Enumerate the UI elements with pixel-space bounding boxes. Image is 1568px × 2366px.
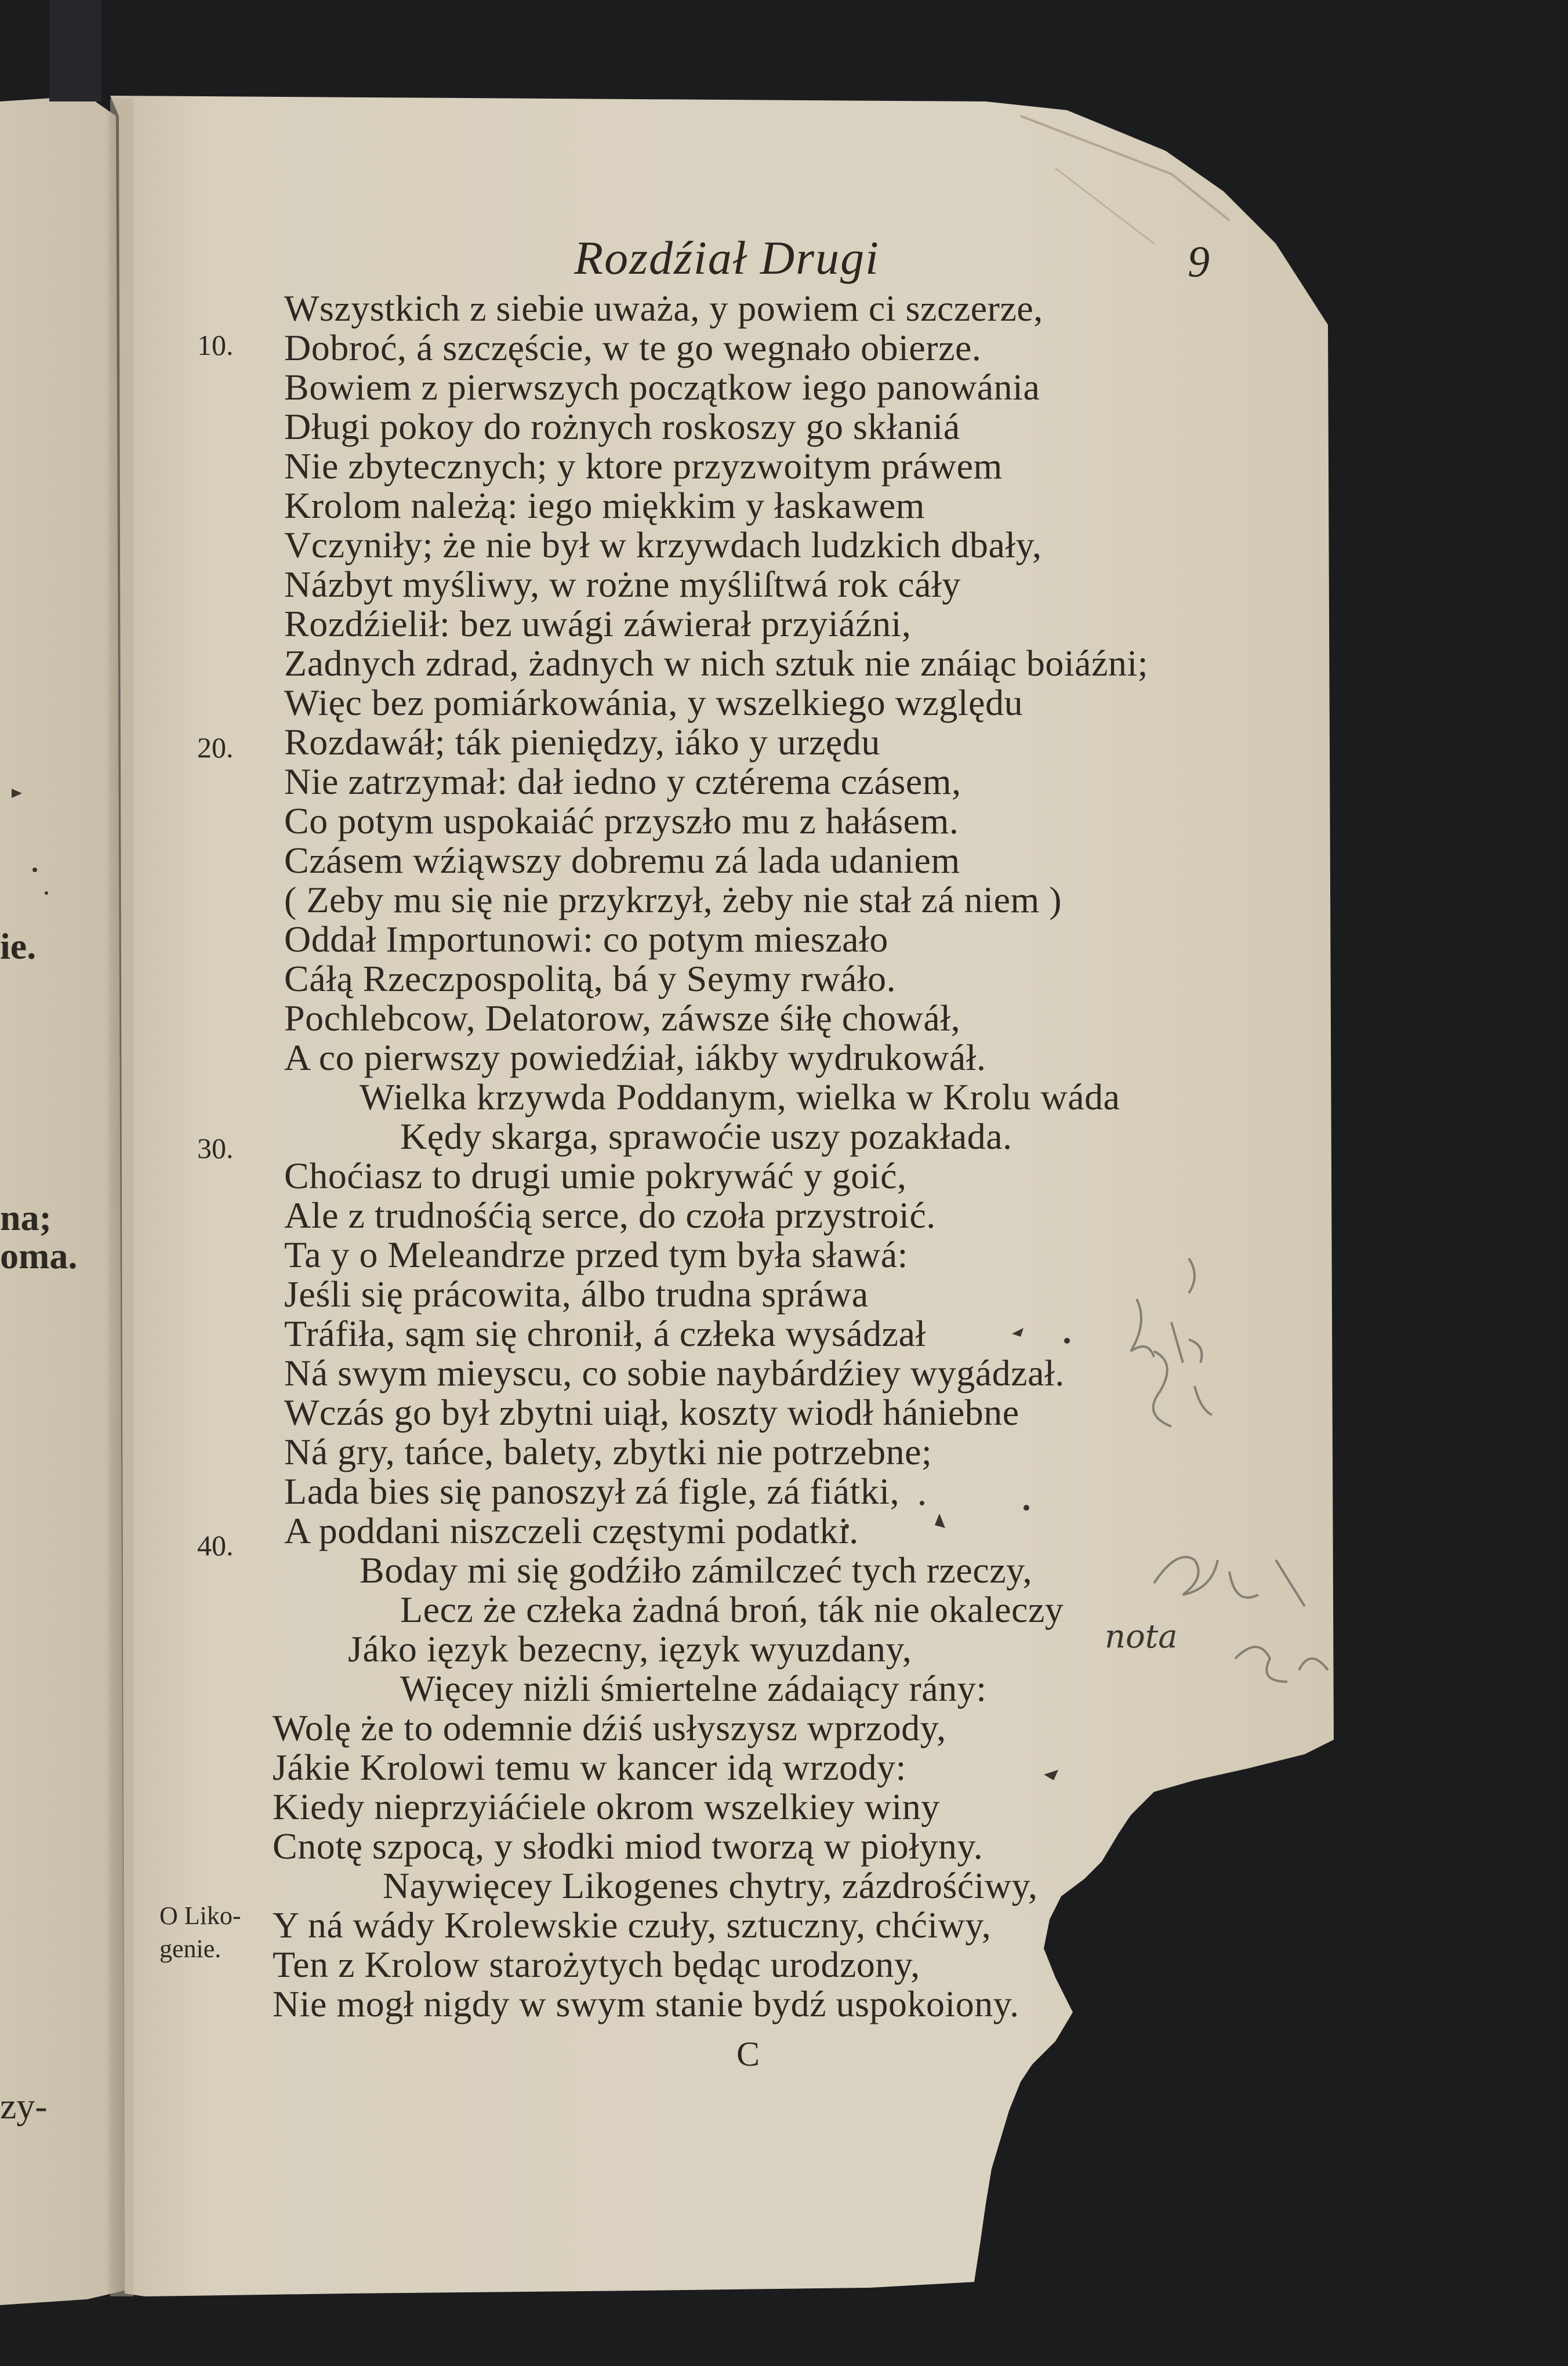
- line-number-20: 20.: [197, 731, 234, 764]
- verse-line: Długi pokoy do rożnych roskoszy go skłaniá: [284, 406, 960, 447]
- verse-line: Nie mogł nigdy w swym stanie bydź uspokoiony.: [273, 1983, 1019, 2024]
- verse-line: Ta y o Meleandrze przed tym była sławá:: [284, 1234, 908, 1275]
- verse-line: Co potym uspokaiáć przyszło mu z hałásem.: [284, 800, 959, 841]
- handwritten-note: nota: [1105, 1618, 1178, 1656]
- verse-line: Naywięcey Likogenes chytry, zázdrośćiwy,: [383, 1865, 1038, 1906]
- verse-line: Nie zatrzymał: dał iedno y cztérema czásem,: [284, 761, 961, 802]
- verse-line: ( Zeby mu się nie przykrzył, żeby nie stał zá niem ): [284, 879, 1062, 920]
- verse-line: Jeśli się prácowita, álbo trudna spráwa: [284, 1273, 869, 1315]
- verse-line: Rozdawáł; ták pieniędzy, iáko y urzędu: [284, 721, 880, 763]
- left-page-fragment: ie.: [0, 926, 37, 967]
- verse-line: Boday mi się godźiło zámilczeć tych rzeczy,: [360, 1549, 1032, 1591]
- line-number-40: 40.: [197, 1529, 234, 1562]
- left-page-fragment: na;: [0, 1197, 52, 1238]
- verse-line: Wszystkich z siebie uważa, y powiem ci szczerze,: [284, 288, 1043, 329]
- verse-line: Oddał Importunowi: co potym mieszało: [284, 919, 888, 960]
- verse-line: Rozdźielił: bez uwági záwierał przyiáźni,: [284, 603, 912, 644]
- verse-line: Kędy skarga, sprawoćie uszy pozakłada.: [400, 1116, 1012, 1157]
- verse-line: Czásem wźiąwszy dobremu zá lada udaniem: [284, 840, 960, 881]
- verse-line: Ná gry, tańce, balety, zbytki nie potrzebne;: [284, 1431, 932, 1472]
- verse-line: Lada bies się panoszył zá figle, zá fiátki,: [284, 1471, 900, 1512]
- verse-line: Vczyniły; że nie był w krzywdach ludzkich dbały,: [284, 524, 1042, 565]
- verse-line: Zadnych zdrad, żadnych w nich sztuk nie znáiąc boiáźni;: [284, 643, 1148, 684]
- side-note-line: genie.: [159, 1935, 222, 1963]
- left-page-fragment: oma.: [0, 1235, 78, 1276]
- verse-line: Nie zbytecznych; y ktore przyzwoitym práwem: [284, 445, 1003, 487]
- verse-line: Pochlebcow, Delatorow, záwsze śiłę chowáł,: [284, 997, 961, 1039]
- left-page-fragment: zy-: [0, 2085, 48, 2127]
- verse-line: Ale z trudnośćią serce, do czoła przystroić.: [284, 1195, 936, 1236]
- verse-line: Jáko ięzyk bezecny, ięzyk wyuzdany,: [348, 1628, 912, 1670]
- verse-line: Jákie Krolowi temu w kancer idą wrzody:: [273, 1747, 906, 1788]
- signature-mark: C: [736, 2035, 760, 2073]
- verse-line: Ná swym mieyscu, co sobie naybárdźiey wygádzał.: [284, 1352, 1065, 1394]
- page-number: 9: [1188, 238, 1210, 286]
- verse-line: Ten z Krolow starożytych będąc urodzony,: [273, 1944, 920, 1985]
- verse-line: Wolę że to odemnie dźiś usłyszysz wprzody,: [273, 1707, 946, 1748]
- line-number-10: 10.: [197, 329, 234, 361]
- verse-line: Więcey niżli śmiertelne zádaiący rány:: [400, 1668, 987, 1709]
- verse-line: Wczás go był zbytni uiął, koszty wiodł hániebne: [284, 1392, 1019, 1433]
- verse-line: Y ná wády Krolewskie czuły, sztuczny, chćiwy,: [273, 1904, 992, 1946]
- verse-line: Więc bez pomiárkowánia, y wszelkiego względu: [284, 682, 1023, 723]
- running-head: Rozdźiał Drugi: [574, 231, 880, 284]
- verse-line: Lecz że człeka żadná broń, ták nie okaleczy: [400, 1589, 1064, 1630]
- side-note-line: O Liko-: [159, 1901, 241, 1930]
- verse-line: Tráfiła, sąm się chronił, á człeka wysádzał: [284, 1313, 926, 1354]
- verse-line: Názbyt myśliwy, w rożne myśliſtwá rok cáły: [284, 564, 961, 605]
- verse-line: A poddani niszczeli częstymi podatki.: [284, 1510, 859, 1551]
- verse-line: Wielka krzywda Poddanym, wielka w Krolu wáda: [360, 1076, 1120, 1117]
- verse-line: A co pierwszy powiedźiał, iákby wydrukowáł.: [284, 1037, 986, 1078]
- verse-line: Kiedy nieprzyiáćiele okrom wszelkiey winy: [273, 1786, 940, 1827]
- line-number-30: 30.: [197, 1132, 234, 1164]
- verse-line: Choćiasz to drugi umie pokrywáć y goić,: [284, 1155, 907, 1196]
- verse-line: Cnotę szpocą, y słodki miod tworzą w piołyny.: [273, 1826, 983, 1867]
- verse-line: Cáłą Rzeczpospolitą, bá y Seymy rwáło.: [284, 958, 896, 999]
- verse-line: Dobroć, á szczęście, w te go wegnało obierze.: [284, 327, 982, 368]
- verse-line: Krolom należą: iego miękkim y łaskawem: [284, 485, 925, 526]
- verse-line: Bowiem z pierwszych początkow iego panowánia: [284, 366, 1040, 408]
